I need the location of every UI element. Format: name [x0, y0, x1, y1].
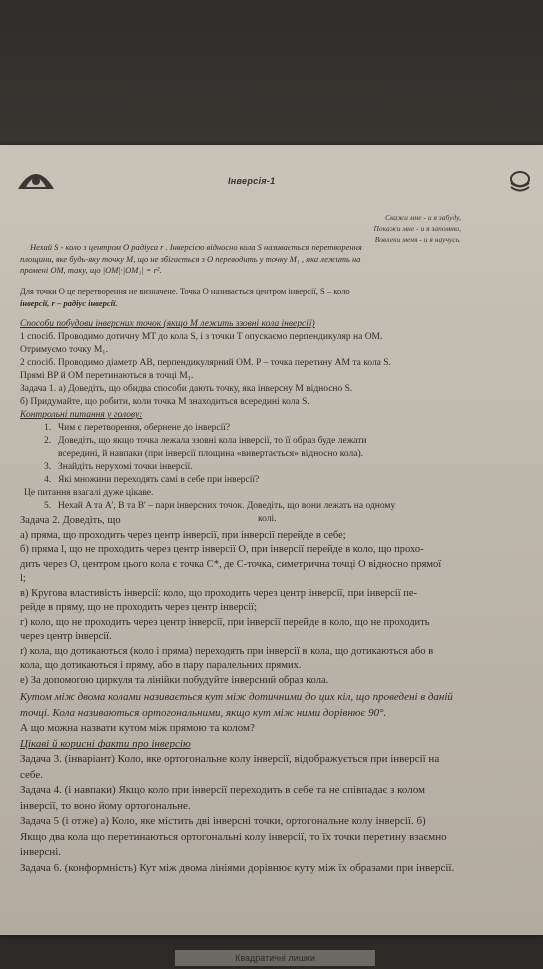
task2-line: дить через O, центром цього кола є точка C*, де C-точка, симетрична точці O відносно прямої — [20, 558, 442, 570]
task2-line: е) За допомогою циркуля та лінійки побудуйте інверсний образ кола. — [20, 674, 329, 686]
question-text: Які множини переходять самі в себе при інверсії? — [58, 475, 260, 485]
tasks-end-block — [20, 752, 528, 876]
question-text-line: Нехай A та A', B та B' – пари інверсних точок. Доведіть, що вони лежать на одному — [58, 501, 396, 511]
task1-line: Задача 1. а) Доведіть, що обидва способи дають точку, яка інверсну M відносно S. — [20, 384, 353, 394]
task-line: Якщо два кола що перетинаються ортогональні колу інверсії, то їх точки перетину взаємно — [20, 830, 447, 843]
method-line: 1 спосіб. Проводимо дотичну MT до кола S, і з точки T опускаємо перпендикуляр на OM. — [20, 332, 383, 342]
question-text-line: Доведіть, що якщо точка лежала ззовні кола інверсії, то її образ буде лежати — [58, 436, 367, 446]
angle-line: точці. Кола називаються ортогональними, якщо кут між ними дорівнює 90°. — [20, 706, 387, 719]
interesting-note: Це питання взагалі дуже цікаве. — [24, 488, 154, 498]
page-title: Інверсія-1 — [228, 176, 276, 186]
method-line: Прямі BP й OM перетинаються в точці M₁. — [20, 371, 194, 381]
question-item — [44, 461, 528, 474]
task2-line: l; — [20, 573, 26, 584]
angle-line: А що можна назвати кутом між прямою та колом? — [20, 722, 255, 734]
angle-line: Кутом між двома колами називається кут між дотичними до цих кіл, що проведені в даній — [20, 691, 453, 703]
question-text: Чим є перетворення, обернене до інверсії? — [58, 423, 231, 433]
definition-line: інверсії, r – радіус інверсії. — [20, 297, 118, 308]
question-item — [44, 474, 528, 487]
question-number: 2. — [44, 436, 52, 446]
question-text-line: всередині, й навпаки (при інверсії площина «вивертається» відносно кола). — [58, 449, 363, 459]
method-line: Отримуємо точку M₁. — [20, 345, 108, 355]
control-heading: Контрольні питання у голову: — [20, 410, 143, 420]
angle-block — [20, 690, 528, 752]
task-line: інверсні. — [20, 846, 62, 858]
task-line: Задача 6. (конформність) Кут між двома лініями дорівнює куту між їх образами при інверсії. — [20, 861, 455, 874]
question-item — [44, 422, 528, 435]
task2-line: г) коло, що не проходить через центр інверсії, при інверсії перейде в коло, що не проходить — [20, 616, 430, 628]
methods-heading: Способи побудови інверсних точок (якщо M лежить ззовні кола інверсії) — [20, 319, 315, 329]
facts-heading: Цікаві й корисні факти про інверсію — [20, 737, 191, 750]
question-item — [44, 435, 528, 461]
definition-line: промені OM, таку, що |OM|·|OM₁| = r². — [20, 265, 162, 275]
definition-note — [20, 286, 528, 309]
epigraph-line: Покажи мне - и я запомню, — [373, 224, 461, 233]
task2-block — [20, 514, 528, 688]
task2-line: рейде в пряму, що не проходить через центр інверсії; — [20, 602, 258, 613]
task-line: себе. — [20, 768, 43, 781]
school-logo-icon — [14, 163, 58, 193]
task2-line: через центр інверсії. — [20, 631, 112, 642]
epigraph-line: Скажи мне - и я забуду, — [385, 213, 461, 222]
epigraph-line: Вовлеки меня - и я научусь. — [374, 235, 461, 244]
question-number: 5. — [44, 501, 52, 511]
task-line: інверсії, то воно йому ортогональне. — [20, 799, 191, 812]
task-line: Задача 5 (і отже) а) Коло, яке містить дві інверсні точки, ортогональне колу інверсії. б) — [20, 815, 426, 827]
coin-stack-icon — [507, 170, 533, 196]
task2-line: в) Кругова властивість інверсії: коло, що проходить через центр інверсії, при інверсії пе- — [20, 587, 418, 599]
task2-line: б) пряма l, що не проходить через центр інверсії O, при інверсії перейде в коло, що прохо- — [20, 544, 424, 555]
task-line: Задача 3. (інваріант) Коло, яке ортогональне колу інверсії, відображується при інверсії на — [20, 753, 440, 765]
definition-line: Нехай S - коло з центром O радіуса r . Інверсією відносно кола S називається перетворення — [30, 242, 362, 252]
task1-line: б) Придумайте, що робити, коли точка M знаходиться всередині кола S. — [20, 397, 310, 407]
method-line: 2 спосіб. Проводимо діаметр AB, перпендикулярний OM. P – точка перетину AM та кола S. — [20, 358, 391, 368]
definition-block — [20, 242, 528, 277]
question-text: Знайдіть нерухомі точки інверсії. — [58, 462, 193, 472]
epigraph — [374, 212, 461, 245]
task-line: Задача 4. (і навпаки) Якщо коло при інверсії переходить в себе та не співпадає з колом — [20, 784, 426, 796]
definition-line: площини, яке будь-яку точку M, що не збігається з O переводить у точку M₁ , яка лежить на — [20, 253, 361, 264]
definition-line: Для точки O це перетворення не визначене. Точка O називається центром інверсії, S – коло — [20, 286, 350, 296]
question-number: 3. — [44, 462, 52, 472]
question-number: 4. — [44, 475, 52, 485]
task2-line: а) пряма, що проходить через центр інверсії, при інверсії перейде в себе; — [20, 529, 346, 541]
question-text — [58, 435, 366, 461]
task2-line: ґ) кола, що дотикаються (коло і пряма) переходять при інверсії в кола, що дотикаються або в — [20, 645, 434, 657]
lower-sheet-label: Квадратичні лишки — [175, 950, 375, 966]
task2-line: кола, що дотикаються і пряму, або в пару паралельних прямих. — [20, 660, 302, 671]
task2-heading: Задача 2. Доведіть, що — [20, 515, 121, 526]
question-text-line: колі. — [258, 514, 277, 524]
methods-block — [20, 318, 528, 526]
question-number: 1. — [44, 423, 52, 433]
